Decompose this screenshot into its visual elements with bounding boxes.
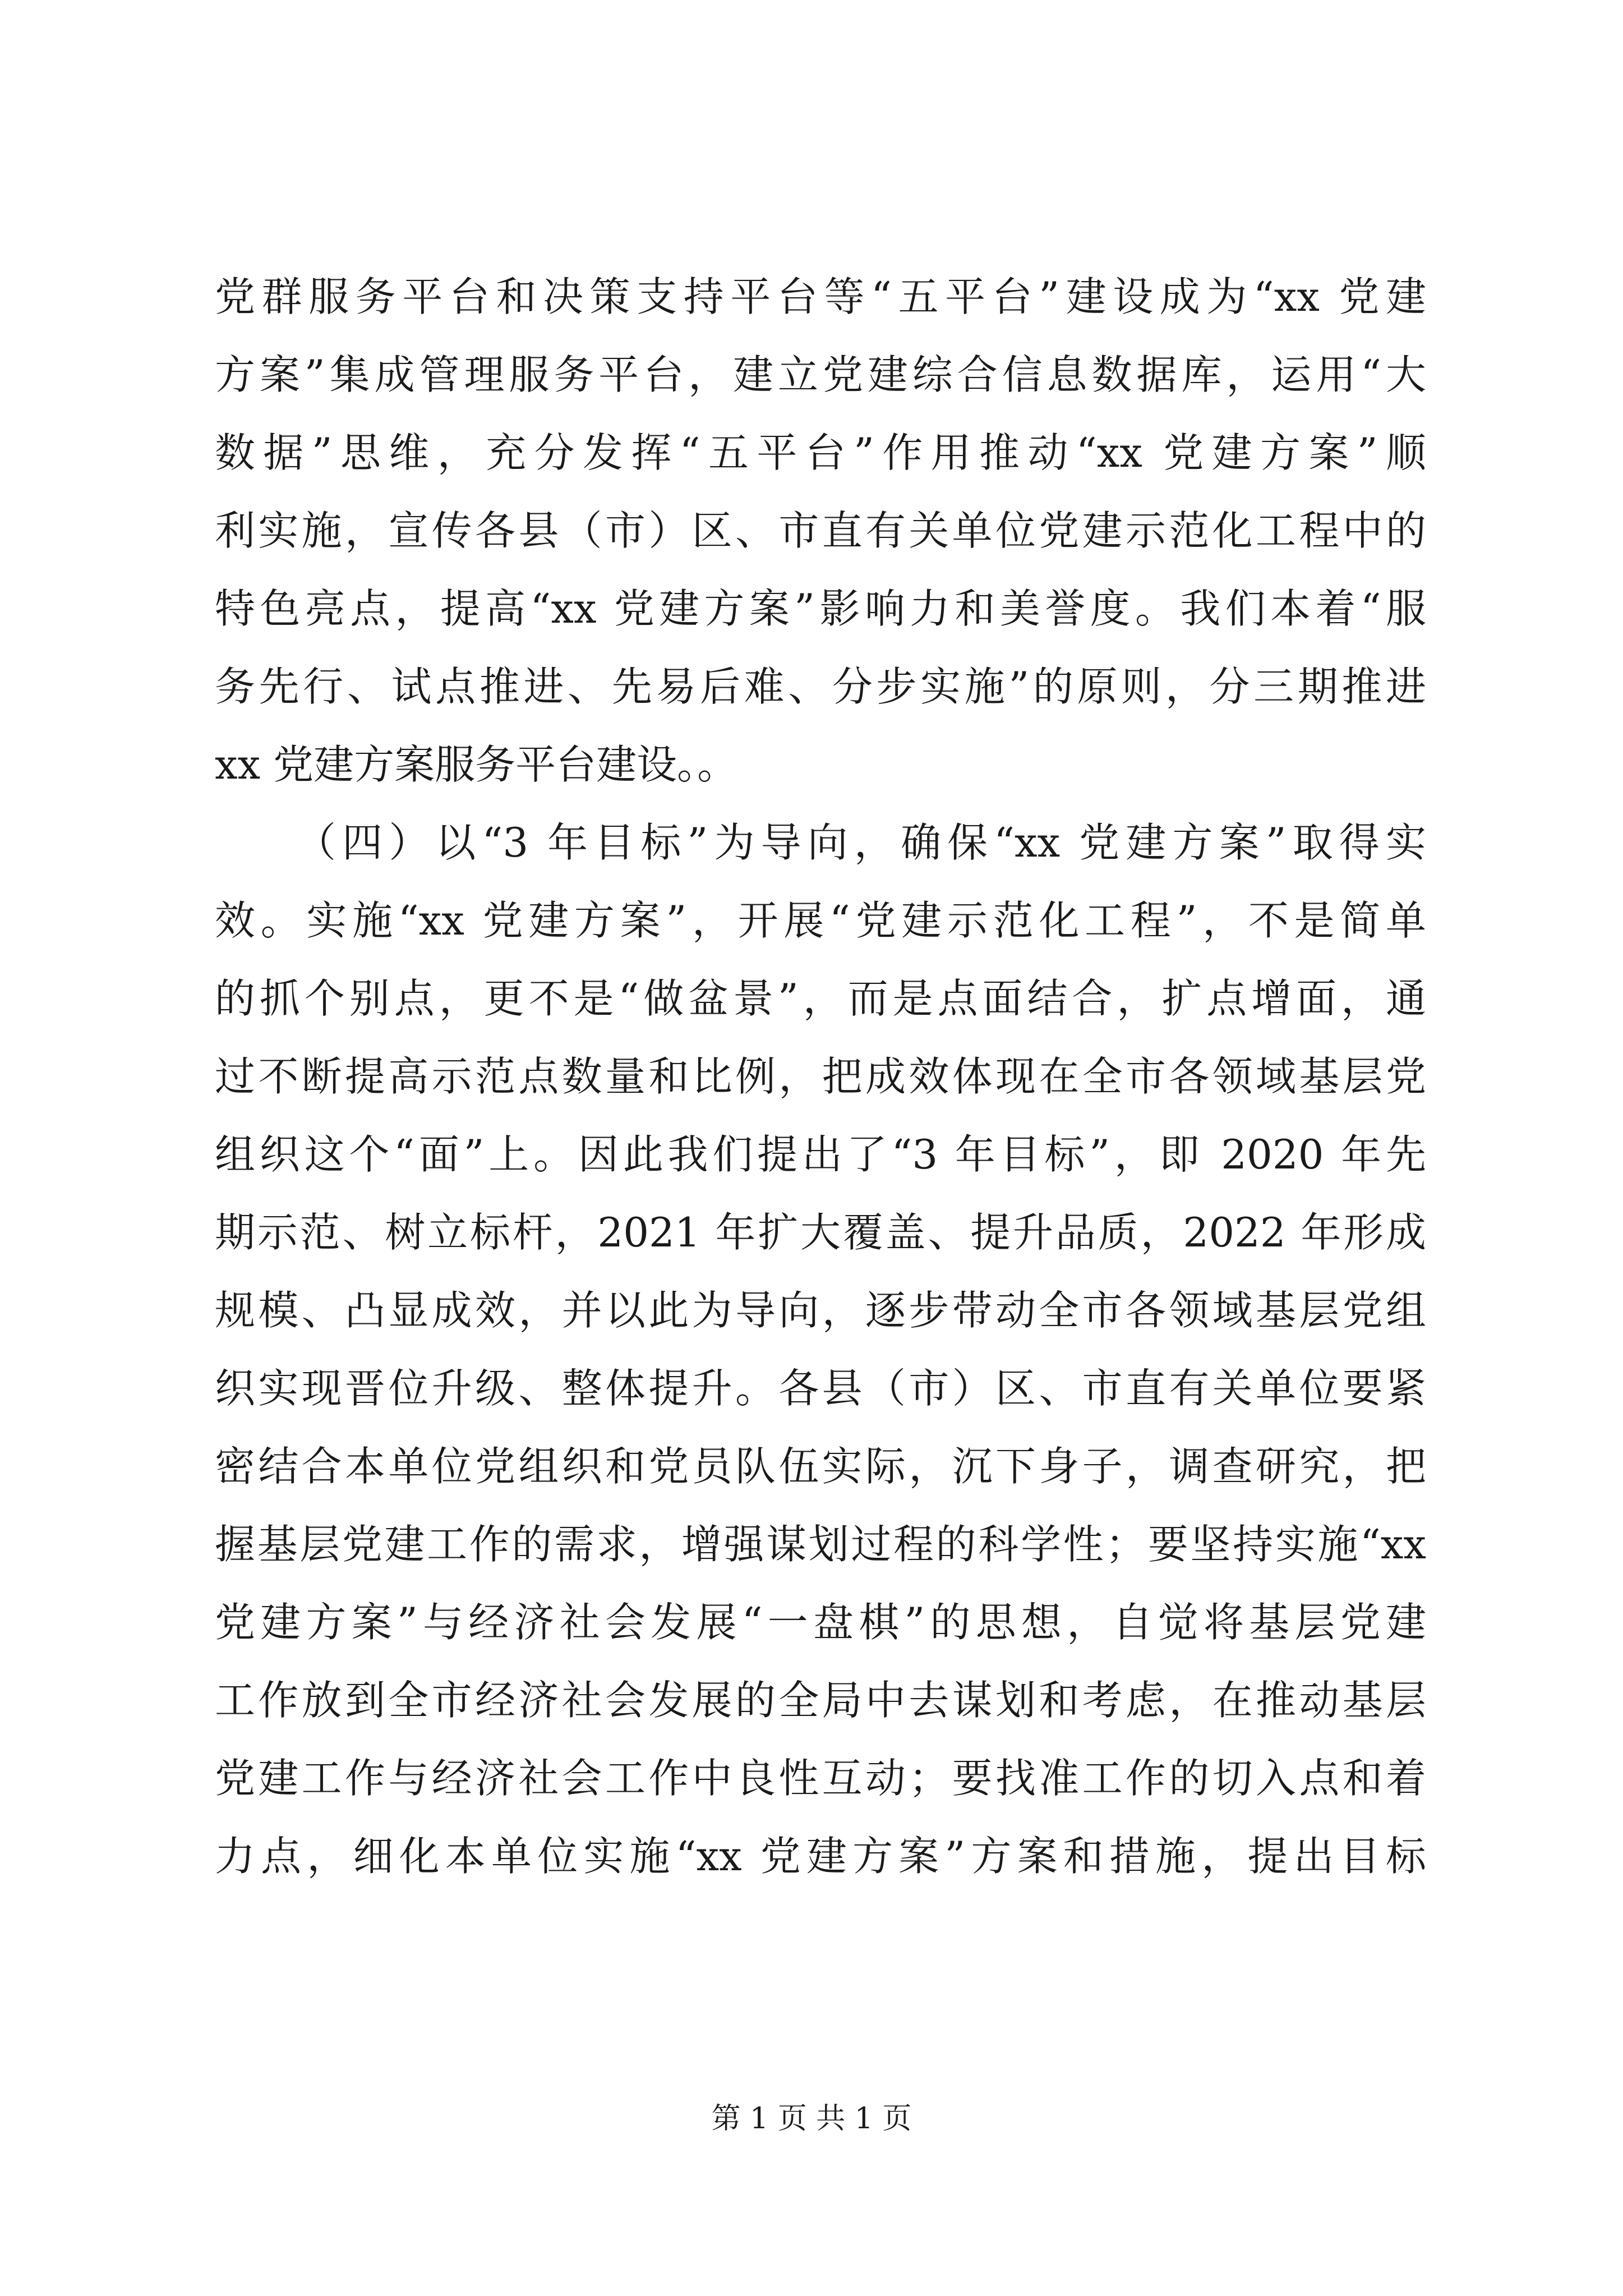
text-line: 特色亮点，提高“xx 党建方案”影响力和美誉度。我们本着“服 xyxy=(215,585,1426,632)
text-line: 组织这个“面”上。因此我们提出了“3 年目标”，即 2020 年先 xyxy=(215,1131,1426,1178)
text-line: 握基层党建工作的需求，增强谋划过程的科学性；要坚持实施“xx xyxy=(215,1521,1426,1568)
text-line: 方案”集成管理服务平台，建立党建综合信息数据库，运用“大 xyxy=(215,351,1426,398)
text-line: 密结合本单位党组织和党员队伍实际，沉下身子，调查研究，把 xyxy=(215,1443,1426,1490)
text-line: 效。实施“xx 党建方案”，开展“党建示范化工程”，不是简单 xyxy=(215,897,1426,944)
text-line: xx 党建方案服务平台建设。。 xyxy=(215,741,738,788)
body-text xyxy=(215,258,1426,1895)
text-line: 党群服务平台和决策支持平台等“五平台”建设成为“xx 党建 xyxy=(215,273,1426,320)
text-line: 利实施，宣传各县（市）区、市直有关单位党建示范化工程中的 xyxy=(215,507,1426,554)
text-line: 期示范、树立标杆，2021 年扩大覆盖、提升品质，2022 年形成 xyxy=(215,1209,1426,1256)
text-line: 党建方案”与经济社会发展“一盘棋”的思想，自觉将基层党建 xyxy=(215,1599,1426,1646)
text-line: 规模、凸显成效，并以此为导向，逐步带动全市各领域基层党组 xyxy=(215,1287,1426,1334)
text-line: 工作放到全市经济社会发展的全局中去谋划和考虑，在推动基层 xyxy=(215,1677,1426,1724)
text-line: 织实现晋位升级、整体提升。各县（市）区、市直有关单位要紧 xyxy=(215,1365,1426,1412)
text-line: （四）以“3 年目标”为导向，确保“xx 党建方案”取得实 xyxy=(296,819,1426,866)
paragraph-2 xyxy=(215,804,1426,1895)
text-line: 数据”思维，充分发挥“五平台”作用推动“xx 党建方案”顺 xyxy=(215,429,1426,476)
page-footer: 第 1 页 共 1 页 xyxy=(711,2102,912,2136)
text-line: 的抓个别点，更不是“做盆景”，而是点面结合，扩点增面，通 xyxy=(215,975,1426,1022)
text-line: 党建工作与经济社会工作中良性互动；要找准工作的切入点和着 xyxy=(215,1755,1426,1802)
text-line: 力点，细化本单位实施“xx 党建方案”方案和措施，提出目标 xyxy=(215,1833,1426,1880)
text-line: 务先行、试点推进、先易后难、分步实施”的原则，分三期推进 xyxy=(215,663,1426,710)
text-line: 过不断提高示范点数量和比例，把成效体现在全市各领域基层党 xyxy=(215,1053,1426,1100)
paragraph-1 xyxy=(215,258,1426,804)
